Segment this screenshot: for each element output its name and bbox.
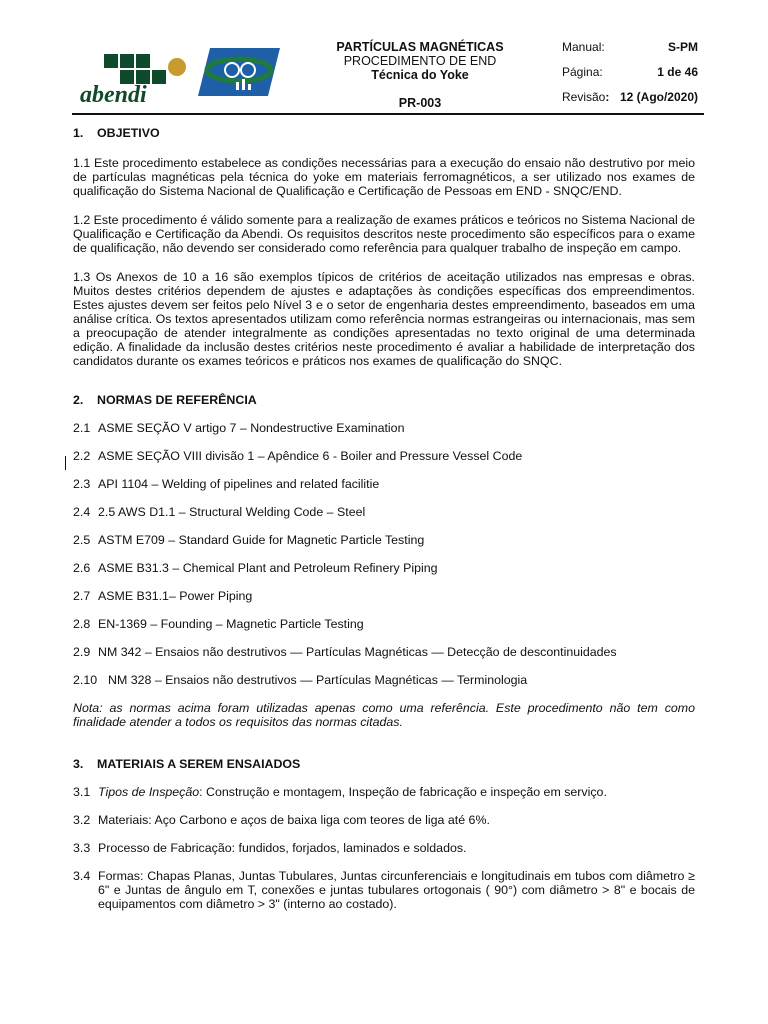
abendi-logo	[76, 50, 186, 110]
document-body	[73, 124, 695, 911]
abendi-logo-text: abendi	[80, 82, 147, 108]
section-number: 2.	[73, 393, 84, 407]
header-divider	[72, 113, 704, 115]
references-note: Nota: as normas acima foram utilizadas apenas como uma referência. Este procedimento não tem como finalidade atender a todos os requisitos das normas citadas.	[73, 701, 695, 729]
list-item: 3.3 Processo de Fabricação: fundidos, forjados, laminados e soldados.	[73, 841, 467, 855]
page-label: Página:	[562, 65, 603, 79]
paragraph-1-2: 1.2 Este procedimento é válido somente para a realização de exames práticos e teóricos no Sistema Nacional de Qualificação e Certificação da Abendi. Os requisitos descritos neste procedimento são específicos para o exame de qualificação, não devendo ser considerado como referência para qualquer trabalho de inspeção em campo.	[73, 213, 695, 255]
list-item: 2.3 API 1104 – Welding of pipelines and related facilitie	[73, 477, 380, 491]
list-item: 2.5 ASTM E709 – Standard Guide for Magnetic Particle Testing	[73, 533, 425, 547]
document-header	[72, 36, 704, 114]
list-item: 2.4 2.5 AWS D1.1 – Structural Welding Code – Steel	[73, 505, 366, 519]
header-code: PR-003	[398, 96, 442, 110]
list-item: 3.1 Tipos de Inspeção: Construção e montagem, Inspeção de fabricação e inspeção em serviço.	[73, 785, 607, 799]
list-item: 3.4 Formas: Chapas Planas, Juntas Tubulares, Juntas circunferenciais e longitudinais em tubos com diâmetro ≥ 6" e Juntas de ângulo em T, conexões e juntas tubulares ortogonais ( 90°) com diâmetro > 8" e bocais de equipamentos com diâmetro > 3" (interno ao costado).	[73, 869, 695, 911]
section-3-title	[73, 757, 695, 771]
revision-label: Revisão	[562, 90, 606, 104]
references-list	[73, 421, 695, 687]
section-heading: MATERIAIS A SEREM ENSAIADOS	[97, 757, 301, 771]
paragraph-1-3: 1.3 Os Anexos de 10 a 16 são exemplos típicos de critérios de aceitação utilizados nas empresas e obras. Muitos destes critérios dependem de ajustes e adaptações às condições específicas dos empreendimentos. Estes ajustes devem ser feitos pelo Nível 3 e o setor de engenharia destes empreendimento, baseados em uma análise crítica. Os textos apresentados utilizam como referência normas estrangeiras ou internacionais, mas sem a preocupação de atender integralmente as condições apresentadas no texto original de uma determinada edição. A finalidade da inclusão destes critérios neste procedimento é avaliar a habilidade de interpretação dos candidatos durante os exames teóricos e práticos nos exames de qualificação do SNQC.	[73, 270, 695, 368]
section-heading: OBJETIVO	[97, 126, 160, 140]
header-meta	[562, 40, 704, 115]
list-item: 2.9 NM 342 – Ensaios não destrutivos — Partículas Magnéticas — Detecção de descontinuidades	[73, 645, 617, 659]
header-title-block	[302, 40, 538, 110]
list-item: 3.2 Materiais: Aço Carbono e aços de baixa liga com teores de liga até 6%.	[73, 813, 490, 827]
section-1-title	[73, 126, 695, 140]
list-item: 2.2 ASME SEÇÃO VIII divisão 1 – Apêndice 6 - Boiler and Pressure Vessel Code	[73, 449, 523, 463]
revision-value: 12 (Ago/2020)	[619, 90, 698, 104]
revision-change-bar	[65, 456, 66, 470]
list-item: 2.10 NM 328 – Ensaios não destrutivos — Partículas Magnéticas — Terminologia	[73, 673, 528, 687]
list-item: 2.1 ASME SEÇÃO V artigo 7 – Nondestructive Examination	[73, 421, 405, 435]
header-title: PARTÍCULAS MAGNÉTICAS	[336, 40, 504, 54]
section-number: 3.	[73, 757, 84, 771]
revision-row	[562, 90, 704, 115]
section-number: 1.	[73, 126, 84, 140]
page-row	[562, 65, 704, 90]
revision-colon: :	[605, 90, 610, 104]
list-item: 2.6 ASME B31.3 – Chemical Plant and Petroleum Refinery Piping	[73, 561, 438, 575]
manual-label: Manual:	[562, 40, 605, 54]
section-heading: NORMAS DE REFERÊNCIA	[97, 393, 257, 407]
page-value: 1 de 46	[657, 65, 698, 79]
paragraph-1-1: 1.1 Este procedimento estabelece as condições necessárias para a execução do ensaio não destrutivo por meio de partículas magnéticas pela técnica do yoke em materiais ferromagnéticos, a ser utilizado nos exames de qualificação do Sistema Nacional de Qualificação e Certificação de Pessoas em END - SNQC/END.	[73, 156, 695, 198]
snqc-logo	[198, 48, 280, 96]
list-item: 2.7 ASME B31.1– Power Piping	[73, 589, 253, 603]
header-subtitle: PROCEDIMENTO DE END	[343, 54, 497, 68]
list-item: 2.8 EN-1369 – Founding – Magnetic Particle Testing	[73, 617, 364, 631]
manual-value: S-PM	[668, 40, 698, 54]
header-technique: Técnica do Yoke	[371, 68, 469, 82]
manual-row	[562, 40, 704, 65]
section-2-title	[73, 393, 695, 407]
